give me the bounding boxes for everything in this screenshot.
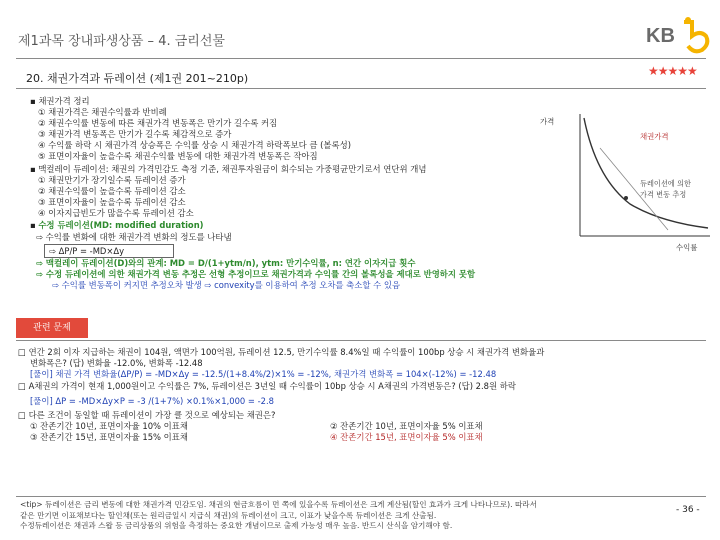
q3-line-1: □ 다른 조건이 동일할 때 듀레이션이 가장 클 것으로 예상되는 채권은? [18, 410, 276, 420]
content-line-9: ② 채권수익률이 높을수록 듀레이션 감소 [38, 186, 186, 196]
footer-line-3: 수정듀레이션은 채권과 스왑 등 금리상품의 위험을 측정하는 중요한 개념이므로 출제 가능성 매우 높음. 반드시 산식을 암기해야 함. [20, 521, 453, 530]
content-line-7: ▪ 맥컬레이 듀레이션: 채권의 가격민감도 측정 기준, 채권투자원금이 회수되는 가중평균만기로서 연단위 개념 [30, 164, 427, 174]
content-line-5: ④ 수익률 하락 시 채권가격 상승폭은 수익률 상승 시 채권가격 하락폭보다 큼 (볼록성) [38, 140, 351, 150]
relation-text: ⇨ 맥컬레이 듀레이션(D)와의 관계: MD = D/(1+ytm/n), ytm: 만기수익률, n: 연간 이자지급 횟수 [36, 258, 416, 268]
logo-mark-icon [684, 22, 707, 51]
convexity-text: ⇨ 수익률 변동폭이 커지면 추정오차 발생 ⇨ convexity를 이용하여 추정 오차를 축소할 수 있음 [52, 280, 401, 290]
limit-text: ⇨ 수정 듀레이션에 의한 채권가격 변동 추정은 선형 추정이므로 채권가격과 수익률 간의 볼록성을 제대로 반영하지 못함 [36, 269, 476, 279]
header-title: 제1과목 장내파생상품 – 4. 금리선물 [18, 34, 225, 49]
duration-tangent-line [600, 148, 668, 230]
footer-line-2: 같은 만기면 이표채보다는 할인채(또는 원리금일시 지급식 채권)의 듀레이션이 크고, 이표가 낮을수록 듀레이션은 크게 산출됨. [20, 510, 437, 520]
chart-x-label: 수익률 [676, 243, 698, 252]
content-line-11: ④ 이자지급빈도가 많을수록 듀레이션 감소 [38, 208, 194, 218]
content-line-8: ① 채권만기가 장기일수록 듀레이션 증가 [38, 175, 186, 185]
footer-tip [20, 500, 660, 532]
mod-duration-bullet [30, 220, 203, 230]
price-yield-chart [540, 108, 716, 258]
section-title: 20. 채권가격과 듀레이션 (제1권 201~210p) [26, 72, 249, 85]
section-divider [16, 88, 706, 89]
q3-option-2: ② 잔존기간 10년, 표면이자율 5% 이표채 [330, 421, 483, 431]
logo-text: KB [646, 25, 675, 47]
importance-stars: ★★★★★ [648, 64, 697, 78]
footer-divider [16, 496, 706, 497]
q3-option-3: ③ 잔존기간 15년, 표면이자율 15% 이표채 [30, 432, 188, 442]
bullet-icon: ▪ [30, 220, 39, 230]
q2-solution: [풀이] ΔP = -MD×Δy×P = -3 /(1+7%) ×0.1%×1,000 = -2.8 [30, 396, 274, 406]
content-line-2: ① 채권가격은 채권수익률과 반비례 [38, 107, 167, 117]
chart-y-label: 가격 [540, 117, 555, 126]
q3-option-4-answer: ④ 잔존기간 15년, 표면이자율 5% 이표채 [330, 432, 483, 442]
related-divider [16, 340, 706, 341]
chart-curve-label: 채권가격 [640, 132, 669, 141]
related-problems-badge: 관련 문제 [16, 318, 88, 338]
q1-line-2: 변화폭은? (답) 변화율 -12.0%, 변화폭 -12.48 [30, 358, 203, 368]
chart-tangent-label-2: 가격 변동 추정 [640, 190, 687, 199]
logo-dot-icon [685, 17, 691, 23]
content-line-1: ▪ 채권가격 정리 [30, 96, 90, 106]
header-divider [16, 58, 706, 59]
content-line-3: ② 채권수익률 변동에 따른 채권가격 변동폭은 만기가 길수록 커짐 [38, 118, 278, 128]
content-line-10: ③ 표면이자율이 높을수록 듀레이션 감소 [38, 197, 186, 207]
mod-duration-desc: ⇨ 수익률 변화에 대한 채권가격 변화의 정도를 나타냄 [36, 232, 232, 242]
q1-solution: [풀이] 채권 가격 변화율(ΔP/P) = -MD×Δy = -12.5/(1+8.4%/2)×1% = -12%, 채권가격 변화폭 = 104×(-12%) = -12.48 [30, 369, 497, 379]
content-line-6: ⑤ 표면이자율이 높을수록 채권수익률 변동에 대한 채권가격 변동폭은 작아짐 [38, 151, 318, 161]
mod-duration-heading: 수정 듀레이션(MD: modified duration) [38, 220, 204, 230]
formula-box: ⇨ ΔP/P = -MD×Δy [44, 244, 174, 258]
content-line-4: ③ 채권가격 변동폭은 만기가 길수록 체감적으로 증가 [38, 129, 232, 139]
kb-logo [640, 12, 712, 56]
footer-line-1: <tip> 듀레이션은 금리 변동에 대한 채권가격 민감도임. 채권의 현금흐름이 먼 쪽에 있을수록 듀레이션은 크게 계산됨(할인 효과가 크게 나타나므로). 따라서 [20, 500, 537, 509]
chart-tangent-label-1: 듀레이션에 의한 [640, 179, 691, 188]
page-number: - 36 - [676, 505, 700, 515]
q3-option-1: ① 잔존기간 10년, 표면이자율 10% 이표채 [30, 421, 188, 431]
q2-line-1: □ A채권의 가격이 현재 1,000원이고 수익률은 7%, 듀레이션은 3년일 때 수익률이 10bp 상승 시 A채권의 가격변동은? (답) 2.8원 하락 [18, 381, 516, 391]
q1-line-1: □ 연간 2회 이자 지급하는 채권이 104원, 액면가 100억원, 듀레이션 12.5, 만기수익률 8.4%일 때 수익률이 100bp 상승 시 채권가격 변화율과 [18, 347, 545, 357]
tangent-point [624, 196, 628, 200]
